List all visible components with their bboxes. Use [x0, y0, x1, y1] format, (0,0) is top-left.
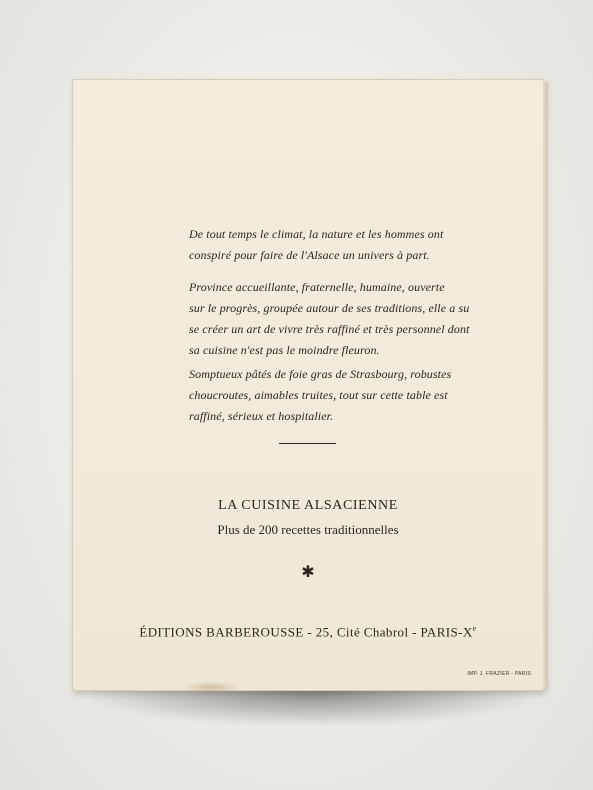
printer-imprint: IMP. J. FRAZIER - PARIS [467, 671, 531, 677]
publisher-text: ÉDITIONS BARBEROUSSE - 25, Cité Chabrol - PARIS-X [139, 624, 473, 640]
blurb-paragraph-2 [189, 277, 519, 361]
publisher-superscript: e [472, 624, 477, 633]
blurb-line: conspiré pour faire de l'Alsace un univers à part. [189, 248, 430, 262]
book-page-edge [543, 82, 548, 688]
book-title: LA CUISINE ALSACIENNE [218, 498, 398, 513]
blurb-line: choucroutes, aimables truites, tout sur cette table est [189, 388, 448, 402]
blurb-line: raffiné, sérieux et hospitalier. [189, 409, 334, 423]
blurb-line: Somptueux pâtés de foie gras de Strasbourg, robustes [189, 367, 452, 381]
publisher-line [73, 624, 543, 640]
cover-stain [181, 681, 241, 693]
book-subtitle: Plus de 200 recettes traditionnelles [217, 522, 399, 537]
blurb-paragraph-3 [189, 364, 519, 427]
asterisk-ornament-icon: ✱ [301, 564, 315, 581]
blurb-line: sa cuisine n'est pas le moindre fleuron. [189, 343, 380, 357]
divider-rule [279, 443, 336, 444]
blurb-paragraph-1 [189, 224, 519, 266]
blurb-line: sur le progrès, groupée autour de ses traditions, elle a su [189, 301, 470, 315]
book-back-cover [72, 79, 544, 691]
blurb-line: Province accueillante, fraternelle, humaine, ouverte [189, 280, 445, 294]
blurb-line: se créer un art de vivre très raffiné et très personnel dont [189, 322, 470, 336]
blurb-line: De tout temps le climat, la nature et les hommes ont [189, 227, 444, 241]
